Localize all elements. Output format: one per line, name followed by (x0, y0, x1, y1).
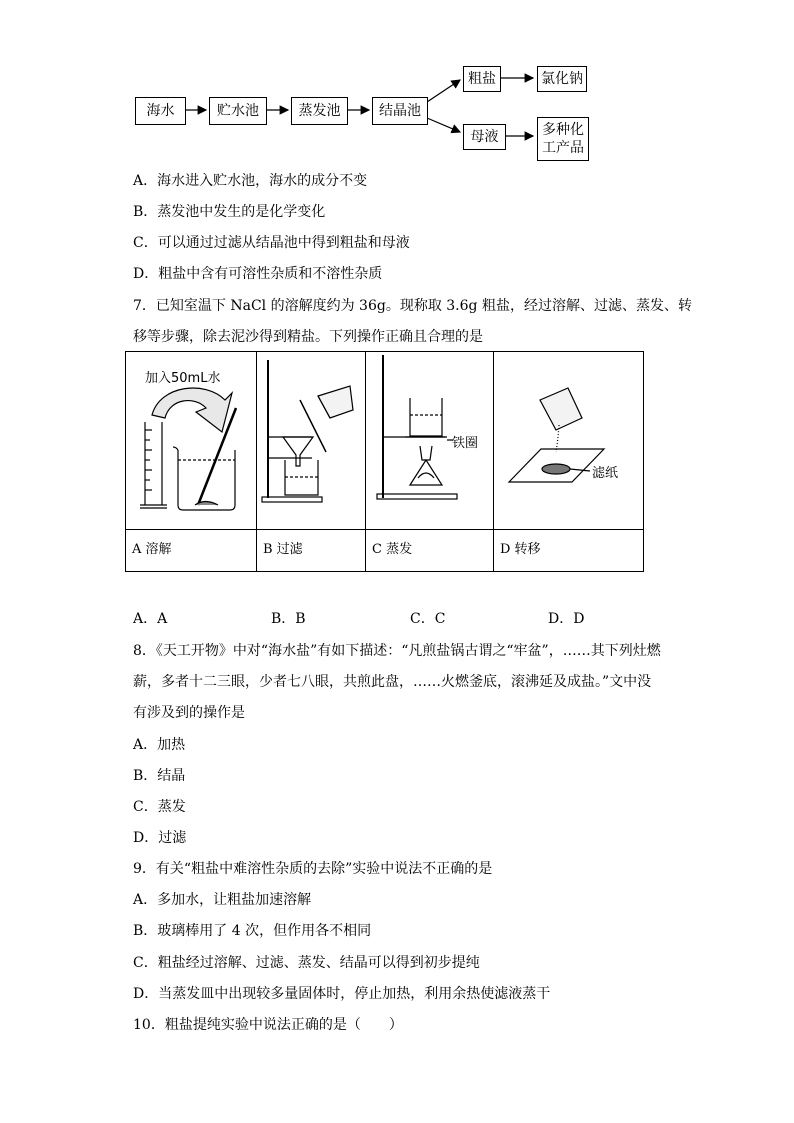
cell-label-evaporate: C 蒸发 (372, 542, 413, 557)
cell-label-transfer: D 转移 (500, 542, 541, 557)
q7-stem-line2: 移等步骤，除去泥沙得到精盐。下列操作正确且合理的是 (133, 329, 483, 345)
cell-label-dissolve: A 溶解 (132, 542, 172, 557)
q9-option-c: C．粗盐经过溶解、过滤、蒸发、结晶可以得到初步提纯 (133, 955, 480, 971)
q8-stem-line1: 8．《天工开物》中对“海水盐”有如下描述：“凡煎盐锅古谓之“牢盆”，……其下列灶燃 (133, 643, 661, 659)
filtration-illustration (262, 360, 353, 502)
add-water-label: 加入50mL水 (145, 371, 221, 386)
flow-box-crude-salt: 粗盐 (463, 66, 501, 92)
filter-paper-label: 滤纸 (592, 466, 619, 481)
q7-stem-line1: 7．已知室温下 NaCl 的溶解度约为 36g。现称取 3.6g 粗盐，经过溶解、过滤、蒸发、转 (133, 298, 692, 314)
cell-label-filter: B 过滤 (263, 542, 303, 557)
q8-stem-line3: 有涉及到的操作是 (133, 705, 245, 721)
q9-option-d: D．当蒸发皿中出现较多量固体时，停止加热，利用余热使滤液蒸干 (133, 986, 551, 1002)
chemical-products-line2: 工产品 (542, 140, 584, 156)
q6-option-c: C．可以通过过滤从结晶池中得到粗盐和母液 (133, 235, 410, 251)
dissolve-illustration (140, 388, 236, 510)
chemical-products-line1: 多种化 (542, 122, 584, 138)
q6-option-a: A．海水进入贮水池，海水的成分不变 (133, 173, 368, 189)
flow-box-mother-liquor: 母液 (463, 124, 506, 150)
flow-box-crystallization-pool: 结晶池 (372, 97, 428, 125)
q9-option-b: B．玻璃棒用了 4 次，但作用各不相同 (133, 923, 372, 939)
q7-option-a: A．A (133, 611, 168, 627)
q9-option-a: A．多加水，让粗盐加速溶解 (133, 892, 312, 908)
q7-option-b: B．B (271, 611, 306, 627)
flow-box-seawater: 海水 (135, 97, 186, 125)
q8-option-c: C．蒸发 (133, 799, 186, 815)
q7-option-c: C．C (410, 611, 446, 627)
flow-box-storage-pool: 贮水池 (209, 97, 267, 125)
q6-option-d: D．粗盐中含有可溶性杂质和不溶性杂质 (133, 266, 383, 282)
q8-option-a: A．加热 (133, 737, 186, 753)
q7-option-d: D．D (548, 611, 585, 627)
q6-option-b: B．蒸发池中发生的是化学变化 (133, 204, 326, 220)
evaporation-illustration (377, 355, 457, 499)
flow-box-sodium-chloride: 氯化钠 (537, 66, 587, 92)
transfer-illustration (509, 388, 604, 482)
q9-stem: 9．有关“粗盐中难溶性杂质的去除”实验中说法不正确的是 (133, 861, 493, 877)
iron-ring-label: 铁圈 (452, 436, 479, 451)
q8-option-b: B．结晶 (133, 768, 186, 784)
flow-box-evaporation-pool: 蒸发池 (291, 97, 348, 125)
q10-stem: 10．粗盐提纯实验中说法正确的是（ ） (133, 1017, 403, 1033)
q8-stem-line2: 薪，多者十二三眼，少者七八眼，共煎此盘，……火燃釜底，滚沸延及成盐。”文中没 (133, 674, 652, 690)
q8-option-d: D．过滤 (133, 830, 187, 846)
